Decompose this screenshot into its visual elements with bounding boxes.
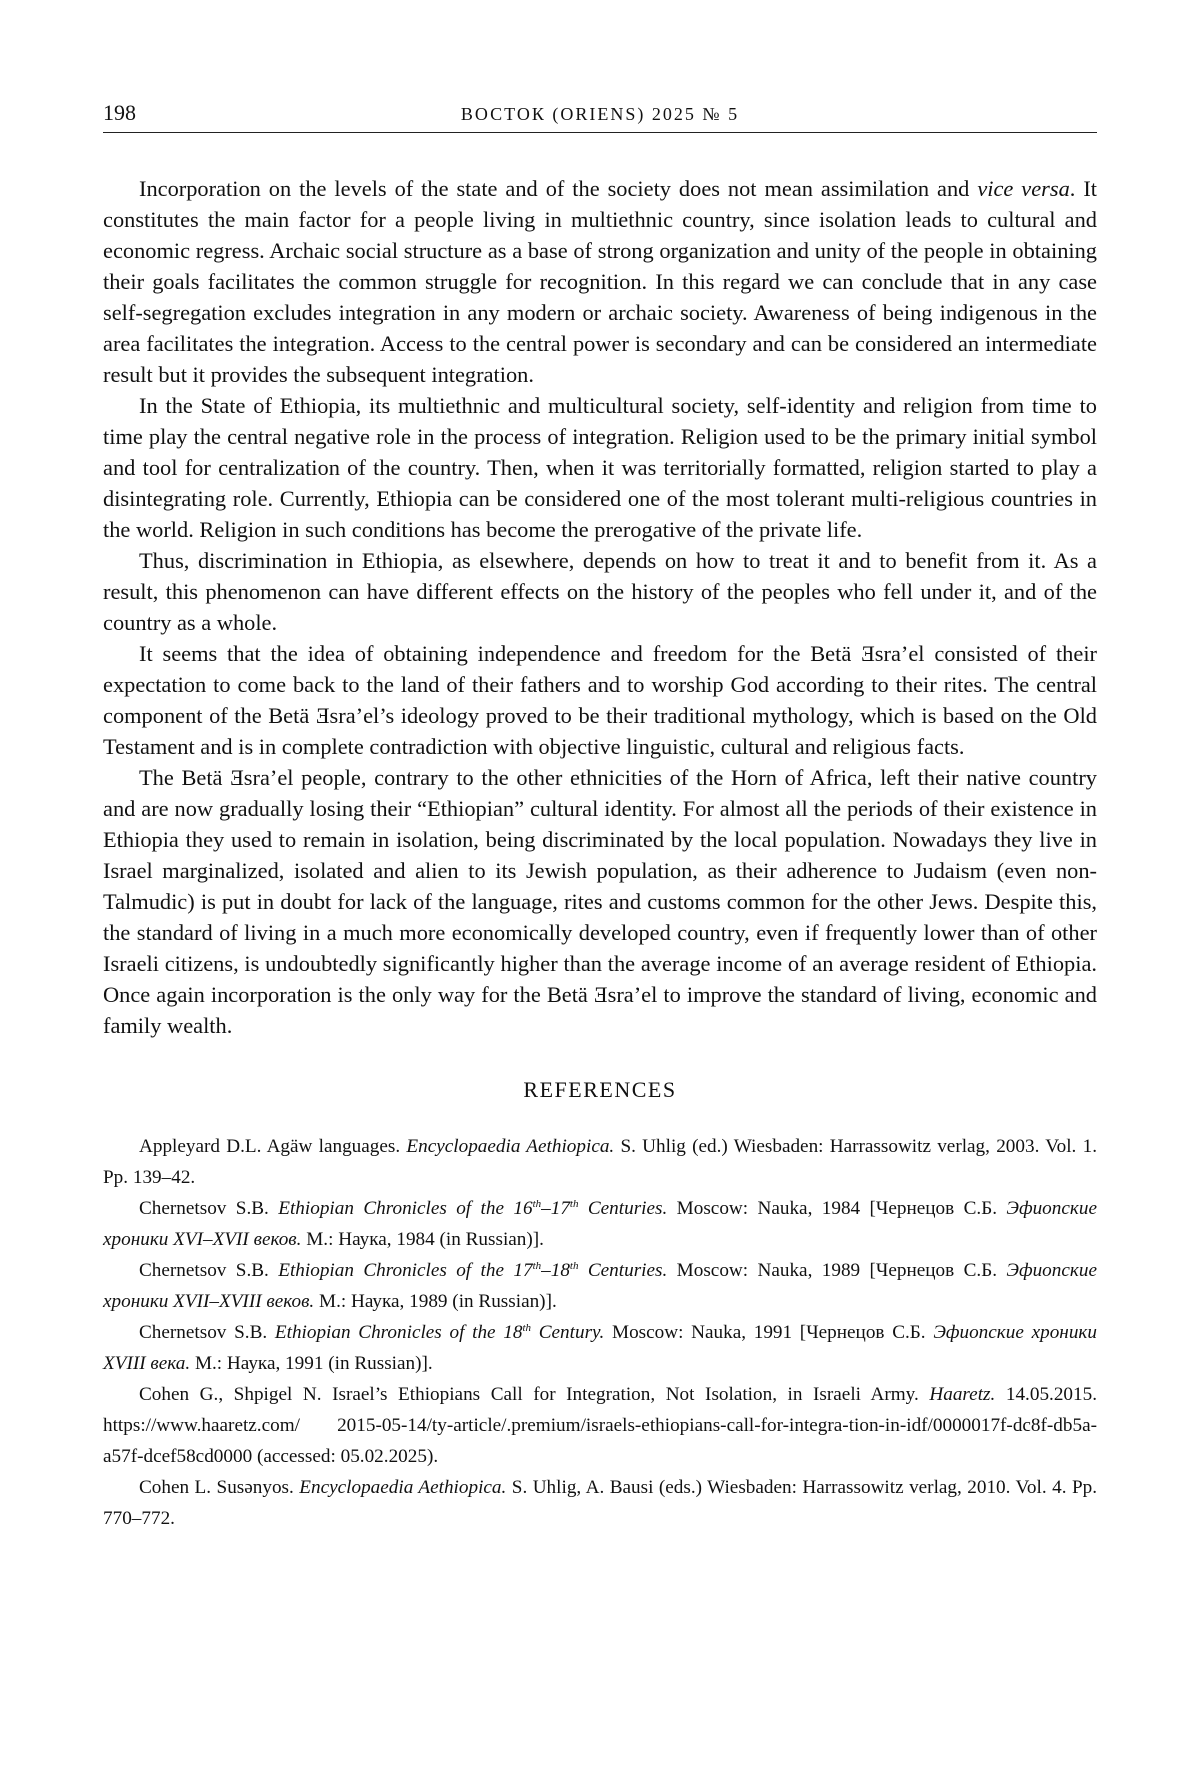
references-list	[103, 1131, 1097, 1534]
body-paragraph-2: In the State of Ethiopia, its multiethnic and multicultural society, self-identity and religion from time to time play the central negative role in the process of integration. Religion used to be the primary initial symbol and tool for centralization of the country. Then, when it was territorially formatted, religion started to play a disintegrating role. Currently, Ethiopia can be considered one of the most tolerant multi-religious countries in the world. Religion in such conditions has become the prerogative of the private life.	[103, 393, 1097, 542]
body-paragraph-3: Thus, discrimination in Ethiopia, as elsewhere, depends on how to treat it and to benefit from it. As a result, this phenomenon can have different effects on the history of the peoples who fell under it, and of the country as a whole.	[103, 548, 1097, 635]
reference-item: Cohen G., Shpigel N. Israel’s Ethiopians Call for Integration, Not Isolation, in Israeli Army. Haaretz. 14.05.2015. https://www.haaretz.com/ 2015-05-14/ty-article/.premium/israels-ethiopians-call-for-integra-tion-in-idf/0000017f-dc8f-db5a-a57f-dcef58cd0000 (accessed: 05.02.2025).	[103, 1384, 1098, 1467]
page-header	[103, 92, 1097, 133]
reference-item: Chernetsov S.B. Ethiopian Chronicles of the 16th–17th Centuries. Moscow: Nauka, 1984 [Чернецов С.Б. Эфиопские хроники XVI–XVII веков. М.: Наука, 1984 (in Russian)].	[103, 1198, 1097, 1250]
references-heading: REFERENCES	[523, 1077, 677, 1102]
reference-item: Cohen L. Susənyos. Encyclopaedia Aethiopica. S. Uhlig, A. Bausi (eds.) Wiesbaden: Harrassowitz verlag, 2010. Vol. 4. Pp. 770–772.	[103, 1477, 1098, 1529]
body-paragraph-1: Incorporation on the levels of the state and of the society does not mean assimilation and vice versa. It constitutes the main factor for a people living in multiethnic country, since isolation leads to cultural and economic regress. Archaic social structure as a base of strong organization and unity of the people in obtaining their goals facilitates the common struggle for recognition. In this regard we can conclude that in any case self-segregation excludes integration in any modern or archaic society. Awareness of being indigenous in the area facilitates the integration. Access to the central power is secondary and can be considered an intermediate result but it provides the subsequent integration.	[103, 176, 1098, 387]
journal-running-title: ВОСТОК (ORIENS) 2025 № 5	[460, 104, 740, 124]
page-number: 198	[103, 100, 136, 125]
body-paragraph-4: It seems that the idea of obtaining independence and freedom for the Betä Ǝsra’el consisted of their expectation to come back to the land of their fathers and to worship God according to their rites. The central component of the Betä Ǝsra’el’s ideology proved to be their traditional mythology, which is based on the Old Testament and is in complete contradiction with objective linguistic, cultural and religious facts.	[103, 641, 1097, 759]
body-paragraph-5: The Betä Ǝsra’el people, contrary to the other ethnicities of the Horn of Africa, left their native country and are now gradually losing their “Ethiopian” cultural identity. For almost all the periods of their existence in Ethiopia they used to remain in isolation, being discriminated by the local population. Nowadays they live in Israel marginalized, isolated and alien to its Jewish population, as their adherence to Judaism (even non-Talmudic) is put in doubt for lack of the language, rites and customs common for the other Jews. Despite this, the standard of living in a much more economically developed country, even if frequently lower than of other Israeli citizens, is undoubtedly significantly higher than the average income of an average resident of Ethiopia. Once again incorporation is the only way for the Betä Ǝsra’el to improve the standard of living, economic and family wealth.	[103, 765, 1097, 1038]
journal-page	[103, 92, 1097, 1534]
reference-item: Appleyard D.L. Agäw languages. Encyclopaedia Aethiopica. S. Uhlig (ed.) Wiesbaden: Harrassowitz verlag, 2003. Vol. 1. Pp. 139–42.	[103, 1136, 1097, 1188]
article-body	[103, 173, 1097, 1041]
reference-item: Chernetsov S.B. Ethiopian Chronicles of the 17th–18th Centuries. Moscow: Nauka, 1989 [Чернецов С.Б. Эфиопские хроники XVII–XVIII веков. М.: Наука, 1989 (in Russian)].	[103, 1260, 1097, 1312]
reference-item: Chernetsov S.B. Ethiopian Chronicles of the 18th Century. Moscow: Nauka, 1991 [Чернецов С.Б. Эфиопские хроники XVIII века. М.: Наука, 1991 (in Russian)].	[103, 1322, 1097, 1374]
